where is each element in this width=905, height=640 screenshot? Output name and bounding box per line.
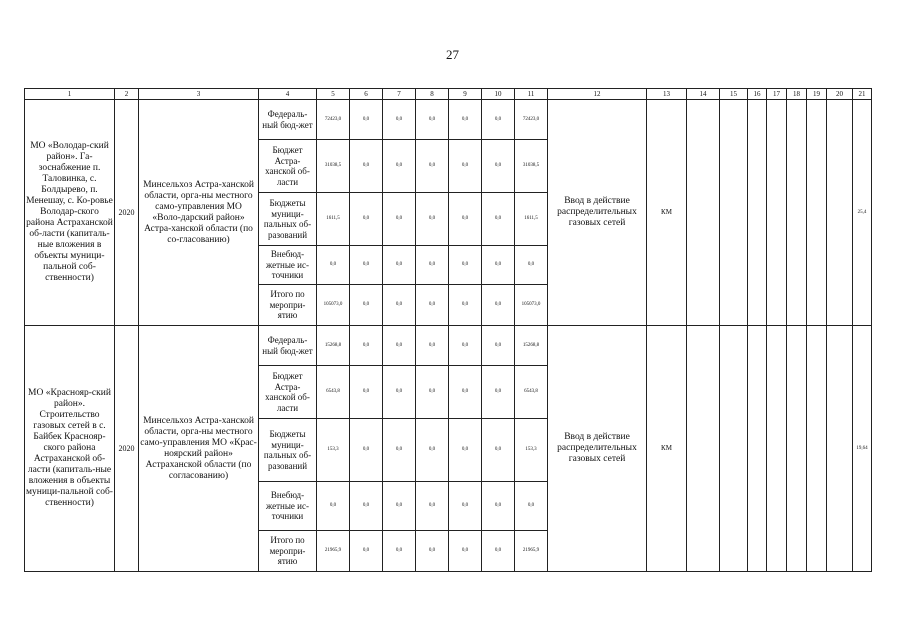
empty-cell [807, 326, 827, 572]
amount-cell: 72423,0 [317, 100, 350, 140]
amount-cell: 153,3 [317, 419, 350, 482]
amount-cell: 105073,0 [317, 285, 350, 326]
column-number: 3 [139, 89, 259, 100]
funding-source-cell: Внебюд-жетные ис-точники [259, 482, 317, 531]
column-number: 5 [317, 89, 350, 100]
empty-cell [720, 326, 748, 572]
amount-cell: 0,0 [482, 193, 515, 246]
amount-cell: 0,0 [350, 326, 383, 366]
column-number: 11 [515, 89, 548, 100]
project-name-cell: МО «Володар-ский район». Га-зоснабжение п. Таловинка, с. Болдырево, п. Менешау, с. Ко-ровье Володар-ского района Астраханской об-ласти (капиталь-ные вложения в объекты муници-пальной соб-ственности) [25, 100, 115, 326]
amount-cell: 0,0 [449, 419, 482, 482]
target-value-cell: 19,64 [853, 326, 872, 572]
amount-cell: 0,0 [482, 531, 515, 572]
amount-cell: 0,0 [350, 140, 383, 193]
amount-cell: 31038,5 [515, 140, 548, 193]
empty-cell [787, 100, 807, 326]
funding-source-cell: Внебюд-жетные ис-точники [259, 246, 317, 285]
column-number: 4 [259, 89, 317, 100]
amount-cell: 0,0 [383, 531, 416, 572]
amount-cell: 15268,8 [317, 326, 350, 366]
amount-cell: 0,0 [416, 193, 449, 246]
funding-source-cell: Бюджет Астра-ханской об-ласти [259, 140, 317, 193]
amount-cell: 0,0 [482, 246, 515, 285]
amount-cell: 0,0 [350, 366, 383, 419]
amount-cell: 0,0 [350, 246, 383, 285]
amount-cell: 6543,8 [515, 366, 548, 419]
amount-cell: 0,0 [515, 246, 548, 285]
column-number: 21 [853, 89, 872, 100]
column-number: 13 [647, 89, 687, 100]
column-number: 15 [720, 89, 748, 100]
amount-cell: 0,0 [416, 246, 449, 285]
empty-cell [767, 326, 787, 572]
column-number: 18 [787, 89, 807, 100]
amount-cell: 72423,0 [515, 100, 548, 140]
amount-cell: 0,0 [449, 246, 482, 285]
column-number: 19 [807, 89, 827, 100]
amount-cell: 0,0 [449, 366, 482, 419]
amount-cell: 0,0 [482, 285, 515, 326]
amount-cell: 0,0 [416, 326, 449, 366]
year-cell: 2020 [115, 100, 139, 326]
amount-cell: 0,0 [416, 100, 449, 140]
empty-cell [827, 100, 853, 326]
empty-cell [787, 326, 807, 572]
funding-source-cell: Бюджеты муници-пальных об-разований [259, 419, 317, 482]
column-number: 12 [548, 89, 647, 100]
amount-cell: 0,0 [416, 482, 449, 531]
amount-cell: 0,0 [416, 366, 449, 419]
amount-cell: 0,0 [350, 193, 383, 246]
column-number: 14 [687, 89, 720, 100]
amount-cell: 0,0 [350, 100, 383, 140]
amount-cell: 0,0 [416, 140, 449, 193]
amount-cell: 0,0 [449, 531, 482, 572]
amount-cell: 31038,5 [317, 140, 350, 193]
funding-source-cell: Федераль-ный бюд-жет [259, 326, 317, 366]
column-number-row [25, 89, 872, 100]
empty-cell [748, 100, 767, 326]
amount-cell: 0,0 [449, 285, 482, 326]
year-cell: 2020 [115, 326, 139, 572]
amount-cell: 0,0 [383, 366, 416, 419]
amount-cell: 6543,8 [317, 366, 350, 419]
funding-source-cell: Итого по меропри-ятию [259, 531, 317, 572]
amount-cell: 21965,9 [317, 531, 350, 572]
empty-cell [827, 326, 853, 572]
amount-cell: 0,0 [482, 482, 515, 531]
funding-source-cell: Итого по меропри-ятию [259, 285, 317, 326]
amount-cell: 0,0 [482, 419, 515, 482]
amount-cell: 153,3 [515, 419, 548, 482]
column-number: 17 [767, 89, 787, 100]
amount-cell: 105073,0 [515, 285, 548, 326]
result-indicator-cell: Ввод в действие распределительных газовых сетей [548, 326, 647, 572]
project-name-cell: МО «Краснояр-ский район». Строительство газовых сетей в с. Байбек Краснояр-ского района Астраханской об-ласти (капиталь-ные вложения в объекты муници-пальной соб-ственности) [25, 326, 115, 572]
amount-cell: 0,0 [383, 140, 416, 193]
amount-cell: 0,0 [350, 285, 383, 326]
column-number: 7 [383, 89, 416, 100]
amount-cell: 0,0 [383, 326, 416, 366]
amount-cell: 0,0 [317, 246, 350, 285]
target-value-cell: 25,4 [853, 100, 872, 326]
amount-cell: 21965,9 [515, 531, 548, 572]
amount-cell: 0,0 [449, 193, 482, 246]
amount-cell: 0,0 [383, 419, 416, 482]
column-number: 10 [482, 89, 515, 100]
empty-cell [807, 100, 827, 326]
amount-cell: 0,0 [449, 482, 482, 531]
funding-source-cell: Бюджет Астра-ханской об-ласти [259, 366, 317, 419]
amount-cell: 0,0 [416, 285, 449, 326]
amount-cell: 1611,5 [515, 193, 548, 246]
table-row [25, 100, 872, 140]
empty-cell [687, 326, 720, 572]
program-table [24, 88, 872, 572]
executor-cell: Минсельхоз Астра-ханской области, орга-ны местного само-управления МО «Крас-ноярский район» Астраханской области (по согласованию) [139, 326, 259, 572]
empty-cell [748, 326, 767, 572]
column-number: 20 [827, 89, 853, 100]
amount-cell: 0,0 [383, 193, 416, 246]
executor-cell: Минсельхоз Астра-ханской области, орга-ны местного само-управления МО «Воло-дарский район» Астра-ханской области (по со-гласованию) [139, 100, 259, 326]
amount-cell: 0,0 [350, 531, 383, 572]
column-number: 1 [25, 89, 115, 100]
empty-cell [720, 100, 748, 326]
amount-cell: 0,0 [482, 326, 515, 366]
amount-cell: 0,0 [416, 531, 449, 572]
amount-cell: 0,0 [383, 100, 416, 140]
column-number: 2 [115, 89, 139, 100]
amount-cell: 0,0 [383, 482, 416, 531]
funding-source-cell: Федераль-ный бюд-жет [259, 100, 317, 140]
column-number: 9 [449, 89, 482, 100]
amount-cell: 0,0 [350, 419, 383, 482]
column-number: 8 [416, 89, 449, 100]
amount-cell: 0,0 [317, 482, 350, 531]
column-number: 16 [748, 89, 767, 100]
amount-cell: 0,0 [449, 100, 482, 140]
amount-cell: 0,0 [383, 285, 416, 326]
amount-cell: 0,0 [449, 326, 482, 366]
amount-cell: 0,0 [416, 419, 449, 482]
page-number: 27 [446, 47, 459, 62]
amount-cell: 0,0 [383, 246, 416, 285]
amount-cell: 0,0 [482, 140, 515, 193]
empty-cell [687, 100, 720, 326]
amount-cell: 0,0 [449, 140, 482, 193]
amount-cell: 0,0 [482, 100, 515, 140]
result-indicator-cell: Ввод в действие распределительных газовых сетей [548, 100, 647, 326]
amount-cell: 0,0 [350, 482, 383, 531]
amount-cell: 0,0 [482, 366, 515, 419]
unit-cell: КМ [647, 326, 687, 572]
table-row [25, 326, 872, 366]
amount-cell: 1611,5 [317, 193, 350, 246]
empty-cell [767, 100, 787, 326]
unit-cell: КМ [647, 100, 687, 326]
column-number: 6 [350, 89, 383, 100]
amount-cell: 0,0 [515, 482, 548, 531]
funding-source-cell: Бюджеты муници-пальных об-разований [259, 193, 317, 246]
amount-cell: 15268,8 [515, 326, 548, 366]
